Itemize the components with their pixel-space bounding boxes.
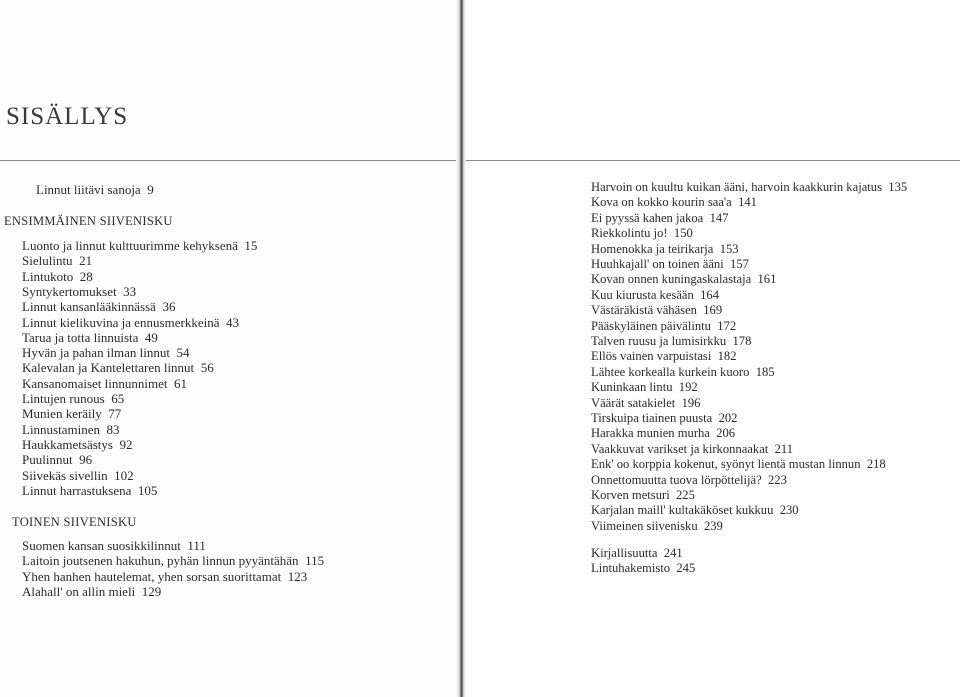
toc-entry-title: Västäräkistä vähäsen bbox=[591, 303, 697, 318]
toc-entry bbox=[22, 238, 257, 253]
toc-entry-title: Huuhkajall' on toinen ääni bbox=[591, 257, 724, 271]
toc-entry bbox=[591, 303, 722, 318]
toc-entry-title: Siivekäs sivellin bbox=[22, 467, 108, 483]
toc-entry-title: Linnut liitävi sanoja bbox=[36, 182, 141, 197]
toc-entry-title: Lähtee korkealla kurkein kuoro bbox=[591, 364, 750, 379]
toc-entry-title: Väärät satakielet bbox=[591, 395, 676, 410]
toc-entry bbox=[22, 553, 324, 568]
toc-entry-page: 164 bbox=[693, 287, 720, 302]
header-rule bbox=[466, 160, 960, 161]
header-rule bbox=[0, 160, 456, 161]
toc-entry-page: 241 bbox=[657, 546, 683, 560]
toc-entry-title: Kansanomaiset linnunnimet bbox=[22, 375, 168, 391]
toc-entry-title: Lintujen runous bbox=[22, 391, 105, 406]
toc-entry-page: 150 bbox=[667, 226, 693, 241]
toc-entry-title: Linnustaminen bbox=[22, 421, 100, 437]
toc-entry bbox=[22, 483, 157, 498]
toc-entry-page: 77 bbox=[101, 406, 122, 422]
toc-entry-title: Lintukoto bbox=[22, 268, 74, 284]
toc-entry-page: 83 bbox=[100, 421, 120, 437]
toc-entry-title: Syntykertomukset bbox=[22, 283, 117, 299]
toc-entry bbox=[591, 349, 737, 364]
toc-entry-title: Riekkolintu jo! bbox=[591, 226, 668, 241]
toc-entry bbox=[591, 442, 793, 457]
toc-entry-page: 65 bbox=[104, 391, 125, 406]
toc-entry-page: 115 bbox=[298, 553, 325, 569]
toc-entry bbox=[591, 257, 749, 272]
toc-entry bbox=[22, 468, 134, 483]
toc-entry-title: Linnut kielikuvina ja ennusmerkkeinä bbox=[22, 314, 220, 330]
toc-entry bbox=[591, 426, 735, 441]
toc-entry-title: Tirskuipa tiainen puusta bbox=[591, 411, 713, 425]
toc-entry-page: 245 bbox=[670, 561, 696, 576]
toc-entry bbox=[591, 473, 787, 488]
toc-entry-title: Sielulintu bbox=[22, 253, 73, 269]
toc-entry bbox=[591, 396, 700, 411]
toc-entry-title: Laitoin joutsenen hakuhun, pyhän linnun pyyäntähän bbox=[22, 553, 299, 569]
toc-entry bbox=[22, 422, 120, 437]
toc-entry bbox=[591, 272, 776, 287]
toc-entry bbox=[591, 334, 751, 349]
toc-entry-page: 211 bbox=[768, 441, 794, 456]
toc-entry bbox=[591, 380, 698, 395]
toc-entry-page: 147 bbox=[703, 210, 729, 225]
toc-entry-page: 56 bbox=[194, 360, 214, 376]
toc-entry-page: 21 bbox=[72, 253, 93, 269]
toc-entry bbox=[591, 365, 775, 380]
toc-entry-page: 153 bbox=[713, 241, 739, 256]
toc-entry-page: 169 bbox=[696, 303, 723, 318]
toc-entry-title: Kirjallisuutta bbox=[591, 546, 658, 560]
toc-entry bbox=[22, 269, 93, 284]
toc-entry-title: Hyvän ja pahan ilman linnut bbox=[22, 345, 171, 361]
toc-entry-title: Puulinnut bbox=[22, 452, 73, 468]
toc-entry-page: 196 bbox=[675, 395, 701, 410]
toc-entry bbox=[591, 488, 695, 503]
toc-entry-title: Linnut harrastuksena bbox=[22, 482, 132, 498]
toc-entry-title: Karjalan maill' kultakäköset kukkuu bbox=[591, 503, 774, 518]
toc-entry-page: 206 bbox=[709, 426, 736, 441]
toc-entry bbox=[591, 546, 683, 561]
toc-entry-page: 202 bbox=[712, 411, 738, 425]
toc-entry-page: 61 bbox=[167, 375, 188, 391]
toc-entry-title: Linnut kansanlääkinnässä bbox=[22, 299, 156, 315]
toc-entry-page: 230 bbox=[773, 503, 799, 518]
section-2-heading: TOINEN SIIVENISKU bbox=[12, 515, 137, 529]
toc-entry-title: Onnettomuutta tuova lörpöttelijä? bbox=[591, 472, 762, 487]
toc-entry-page: 135 bbox=[882, 180, 908, 194]
toc-entry-title: Yhen hanhen hautelemat, yhen sorsan suorittamat bbox=[22, 568, 282, 584]
toc-entry-title: Harakka munien murha bbox=[591, 426, 710, 441]
section-1-heading: ENSIMMÄINEN SIIVENISKU bbox=[4, 214, 173, 228]
toc-entry bbox=[22, 391, 124, 406]
toc-entry-page: 28 bbox=[73, 268, 93, 284]
toc-entry bbox=[591, 226, 693, 241]
toc-entry-page: 239 bbox=[697, 518, 723, 533]
toc-entry-page: 36 bbox=[155, 299, 176, 315]
toc-entry bbox=[22, 345, 190, 360]
toc-entry bbox=[22, 584, 161, 599]
toc-entry-page: 15 bbox=[237, 238, 258, 253]
toc-entry bbox=[22, 360, 214, 375]
toc-entry-page: 105 bbox=[131, 482, 158, 498]
toc-entry bbox=[22, 569, 307, 584]
toc-entry bbox=[22, 315, 239, 330]
toc-entry-title: Harvoin on kuultu kuikan ääni, harvoin kaakkurin kajatus bbox=[591, 180, 882, 194]
toc-entry-page: 161 bbox=[751, 272, 777, 287]
toc-entry bbox=[22, 406, 121, 421]
toc-entry-page: 102 bbox=[107, 467, 134, 483]
toc-entry-page: 92 bbox=[112, 436, 133, 452]
toc-entry-page: 178 bbox=[726, 334, 752, 348]
toc-entry-title: Kova on kokko kourin saa'a bbox=[591, 195, 732, 210]
toc-entry-title: Vaakkuvat varikset ja kirkonnaakat bbox=[591, 441, 769, 456]
toc-entry bbox=[36, 182, 154, 197]
toc-entry-page: 43 bbox=[219, 314, 239, 330]
toc-entry bbox=[591, 457, 886, 472]
toc-entry-page: 172 bbox=[710, 318, 737, 333]
left-page bbox=[0, 0, 456, 697]
toc-entry-page: 54 bbox=[170, 345, 190, 361]
toc-entry-title: Talven ruusu ja lumisirkku bbox=[591, 334, 727, 348]
toc-entry bbox=[22, 253, 92, 268]
toc-entry bbox=[22, 284, 136, 299]
toc-entry bbox=[22, 452, 92, 467]
toc-entry-title: Tarua ja totta linnuista bbox=[22, 329, 139, 345]
toc-entry-title: Luonto ja linnut kulttuurimme kehyksenä bbox=[22, 238, 238, 253]
toc-entry bbox=[591, 561, 695, 576]
toc-entry-title: Kuu kiurusta kesään bbox=[591, 287, 694, 302]
toc-entry bbox=[22, 437, 132, 452]
toc-entry bbox=[591, 180, 907, 195]
toc-entry bbox=[591, 411, 737, 426]
toc-entry-page: 123 bbox=[281, 568, 308, 584]
toc-entry-page: 225 bbox=[669, 488, 695, 502]
toc-entry bbox=[22, 376, 187, 391]
toc-entry bbox=[591, 319, 736, 334]
toc-entry-title: Homenokka ja teirikarja bbox=[591, 241, 714, 256]
toc-entry-title: Kuninkaan lintu bbox=[591, 380, 673, 395]
toc-entry-title: Haukkametsästys bbox=[22, 436, 113, 452]
toc-entry-title: Munien keräily bbox=[22, 406, 102, 422]
book-gutter bbox=[456, 0, 466, 697]
toc-entry-page: 218 bbox=[860, 457, 886, 472]
toc-entry-page: 9 bbox=[140, 182, 154, 197]
toc-entry-title: Kalevalan ja Kantelettaren linnut bbox=[22, 360, 195, 376]
toc-entry bbox=[591, 503, 799, 518]
toc-entry-title: Pääskyläinen päivälintu bbox=[591, 318, 711, 333]
toc-entry-page: 141 bbox=[731, 195, 757, 210]
toc-entry-title: Ellös vainen varpuistasi bbox=[591, 349, 712, 364]
toc-entry bbox=[591, 288, 719, 303]
toc-entry-title: Alahall' on allin mieli bbox=[22, 584, 136, 600]
toc-entry bbox=[591, 195, 757, 210]
toc-entry-title: Viimeinen siivenisku bbox=[591, 518, 698, 533]
toc-entry-title: Enk' oo korppia kokenut, syönyt lientä mustan linnun bbox=[591, 457, 861, 472]
toc-entry-page: 129 bbox=[135, 584, 162, 600]
toc-entry-page: 182 bbox=[711, 349, 737, 364]
toc-entry bbox=[591, 242, 739, 257]
toc-entry-page: 185 bbox=[749, 364, 775, 379]
contents-title: SISÄLLYS bbox=[6, 103, 129, 130]
toc-entry-page: 49 bbox=[138, 329, 158, 345]
toc-entry-page: 157 bbox=[723, 257, 749, 271]
toc-entry bbox=[22, 538, 206, 553]
toc-entry-title: Kovan onnen kuningaskalastaja bbox=[591, 272, 752, 287]
toc-entry bbox=[22, 330, 158, 345]
toc-entry bbox=[22, 299, 175, 314]
toc-entry-title: Ei pyyssä kahen jakoa bbox=[591, 210, 704, 225]
toc-entry-page: 111 bbox=[180, 538, 206, 553]
toc-entry-title: Korven metsuri bbox=[591, 488, 670, 502]
toc-entry-title: Lintuhakemisto bbox=[591, 561, 671, 576]
toc-entry-page: 192 bbox=[672, 380, 698, 395]
toc-entry bbox=[591, 519, 723, 534]
right-page bbox=[466, 0, 960, 697]
toc-entry-page: 223 bbox=[761, 472, 787, 487]
toc-entry-page: 33 bbox=[116, 283, 137, 299]
toc-entry-title: Suomen kansan suosikkilinnut bbox=[22, 538, 181, 553]
toc-entry-page: 96 bbox=[72, 452, 93, 468]
toc-entry bbox=[591, 211, 728, 226]
